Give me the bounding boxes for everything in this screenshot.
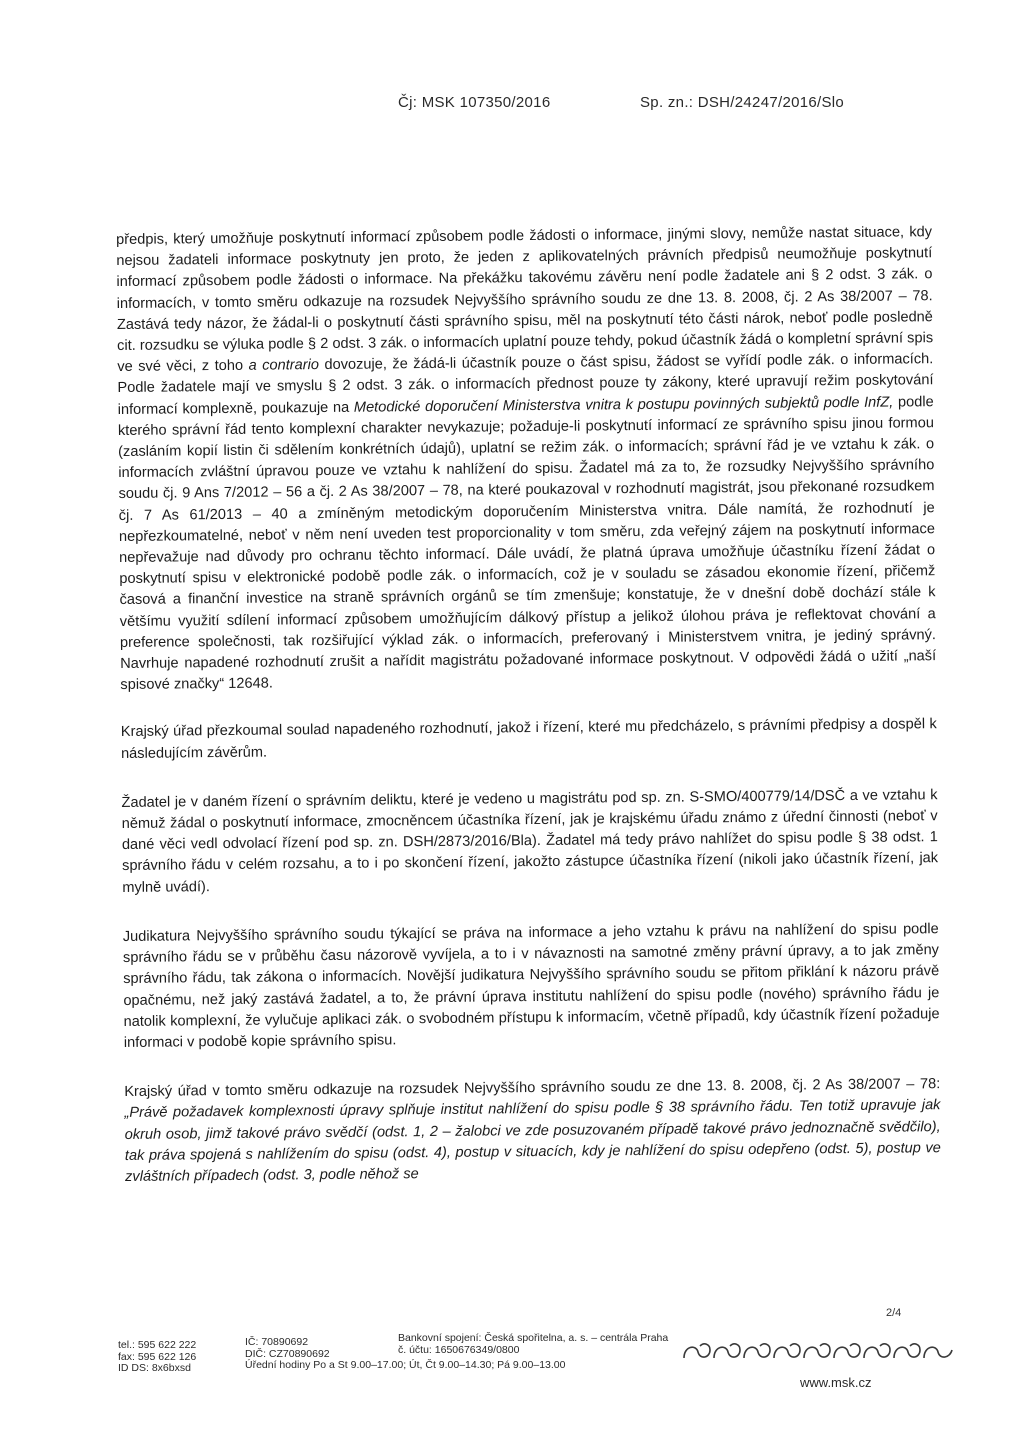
- paragraph-citation: Krajský úřad v tomto směru odkazuje na rozsudek Nejvyššího správního soudu ze dne 13. 8. 2008, čj. 2 As 38/2007 – 78: „Právě požadavek komplexnosti úpravy splňuje institut nahlížení do spisu podle § 38 správního řádu. Ten totiž upravuje jak okruh osob, jimž takové právo svědčí (odst. 1, 2 – žalobci ve zde posuzovaném případě takové právo jednoznačně svědčilo), tak práva spojená s nahlížením do spisu (odst. 4), postup v situacích, kdy je nahlížení do spisu odepřeno (odst. 5), postup ve zvláštních případech (odst. 3, podle něhož se: [124, 1076, 941, 1185]
- document-body: [116, 222, 941, 1216]
- region-logo-icon: [680, 1338, 960, 1366]
- footer-fax: fax: 595 622 126: [118, 1350, 197, 1363]
- letterhead-footer: [0, 1330, 1024, 1410]
- footer-tel: tel.: 595 622 222: [118, 1339, 197, 1351]
- footer-contact: [118, 1340, 196, 1375]
- footer-ic: IČ: 70890692: [245, 1336, 309, 1348]
- paragraph-review: Krajský úřad přezkoumal soulad napadeného rozhodnutí, jakož i řízení, které mu předcházelo, s právními předpisy a dospěl k následujícím závěrům.: [120, 716, 937, 762]
- footer-hours: Úřední hodiny Po a St 9.00–17.00; Út, Čt 9.00–14.30; Pá 9.00–13.00: [245, 1359, 566, 1371]
- footer-bank-name: Bankovní spojení: Česká spořitelna, a. s. – centrála Praha: [398, 1332, 669, 1344]
- paragraph-case-law: Judikatura Nejvyššího správního soudu týkající se práva na informace a jeho vztahu k právu na nahlížení do spisu podle správního řádu se v průběhu času názorově vyvíjela, a to i v návaznosti na samotné změny právní úpravy, a to jak změny správního řádu, tak zákona o informacích. Novější judikatura Nejvyššího správního soudu se přitom přiklání k názoru právě opačnému, než jaký zastává žadatel, a to, že právní úprava institutu nahlížení do spisu podle (nového) správního řádu je natolik komplexní, že vylučuje aplikaci zák. o svobodném přístupu k informacím, včetně případů, kdy účastník řízení požaduje informaci v podobě kopie správního spisu.: [122, 921, 940, 1051]
- footer-bank: [398, 1333, 668, 1356]
- page-number: 2/4: [886, 1307, 902, 1319]
- footer-website: www.msk.cz: [800, 1375, 872, 1390]
- file-reference: Sp. zn.: DSH/24247/2016/Slo: [640, 94, 845, 111]
- footer-data-box: ID DS: 8x6bxsd: [118, 1362, 191, 1374]
- footer-dic: DIČ: CZ70890692: [245, 1347, 330, 1360]
- document-header: [0, 94, 1024, 118]
- footer-account: č. účtu: 1650676349/0800: [398, 1343, 520, 1356]
- paragraph-applicant-arguments: předpis, který umožňuje poskytnutí informací způsobem podle žádosti o informace, jinými slovy, nemůže nastat situace, kdy nejsou žadateli informace poskytnuty jen proto, že jeden z aplikovatelných právních předpisů neumožňuje poskytnutí informací způsobem podle žádosti o informace. Na překážku takovému závěru není podle žadatele ani § 2 odst. 3 zák. o informacích, v tomto směru odkazuje na rozsudek Nejvyššího správního soudu ze dne 13. 8. 2008, čj. 2 As 38/2007 – 78. Zastává tedy názor, že žádal-li o poskytnutí části správního spisu, měl na poskytnutí této části nárok, neboť podle posledně cit. rozsudku se výluka podle § 2 odst. 3 zák. o informacích uplatní pouze tehdy, pokud účastník žádá o kompletní správní spis ve své věci, z toho a contrario dovozuje, že žádá-li účastník pouze o část spisu, žádost se vyřídí podle zák. o informacích. Podle žadatele mají ve smyslu § 2 odst. 3 zák. o informacích přednost pouze ty zákony, které upravují režim poskytování informací komplexně, poukazuje na Metodické doporučení Ministerstva vnitra k postupu povinných subjektů podle InfZ, podle kterého správní řád tento komplexní charakter nevykazuje; požaduje-li poskytnutí informací ze správního spisu jinou formou (zasláním kopií listin či sdělením konkrétních údajů), uplatní se režim zák. o informacích; správní řád je ve vztahu k zák. o informacích zvláštní úpravou pouze ve vztahu k nahlížení do spisu. Žadatel má za to, že rozsudky Nejvyššího správního soudu čj. 9 Ans 7/2012 – 56 a čj. 2 As 38/2007 – 78, na které poukazoval v rozhodnutí magistrát, jsou překonané rozsudkem čj. 7 As 61/2013 – 40 a zmíněným metodickým doporučením Ministerstva vnitra. Dále namítá, že rozhodnutí je nepřezkoumatelné, neboť v něm není uveden test proporcionality v tom směru, zda veřejný zájem na poskytnutí informace nepřevažuje nad důvody pro ochranu těchto informací. Dále uvádí, že platná úprava umožňuje účastníku řízení žádat o poskytnutí spisu v elektronické podobě podle zák. o informacích, což je v souladu se zásadou ekonomie řízení, přičemž časová a finanční investice na straně správních orgánů se tím zmenšuje; konstatuje, že v dnešní době dochází stále k většímu využití sdílení informací způsobem umožňujícím dálkový přístup a jelikož úlohou práva je reflektovat chování a preference společnosti, tak rozšiřující výklad zák. o informacích, preferovaný i Ministerstvem vnitra, je jediný správný. Navrhuje napadené rozhodnutí zrušit a nařídit magistrátu požadované informace poskytnout. V odpovědi žádá o užití „naší spisové značky“ 12648.: [116, 224, 937, 694]
- reference-number: Čj: MSK 107350/2016: [398, 94, 551, 111]
- paragraph-applicant-status: Žadatel je v daném řízení o správním deliktu, které je vedeno u magistrátu pod sp. zn. S-SMO/400779/14/DSČ a ve vztahu k němuž žádal o poskytnutí informace, zmocněncem účastníka řízení, jak je krajskému úřadu známo z úřední činnosti (neboť v dané věci vedl odvolací řízení pod sp. zn. DSH/2873/2016/Bla). Žadatel má tedy právo nahlížet do spisu podle § 38 odst. 1 správního řádu v celém rozsahu, a to i po skončení řízení, jakožto zástupce účastníka řízení (nikoli jako účastník řízení, jak mylně uvádí).: [121, 787, 939, 896]
